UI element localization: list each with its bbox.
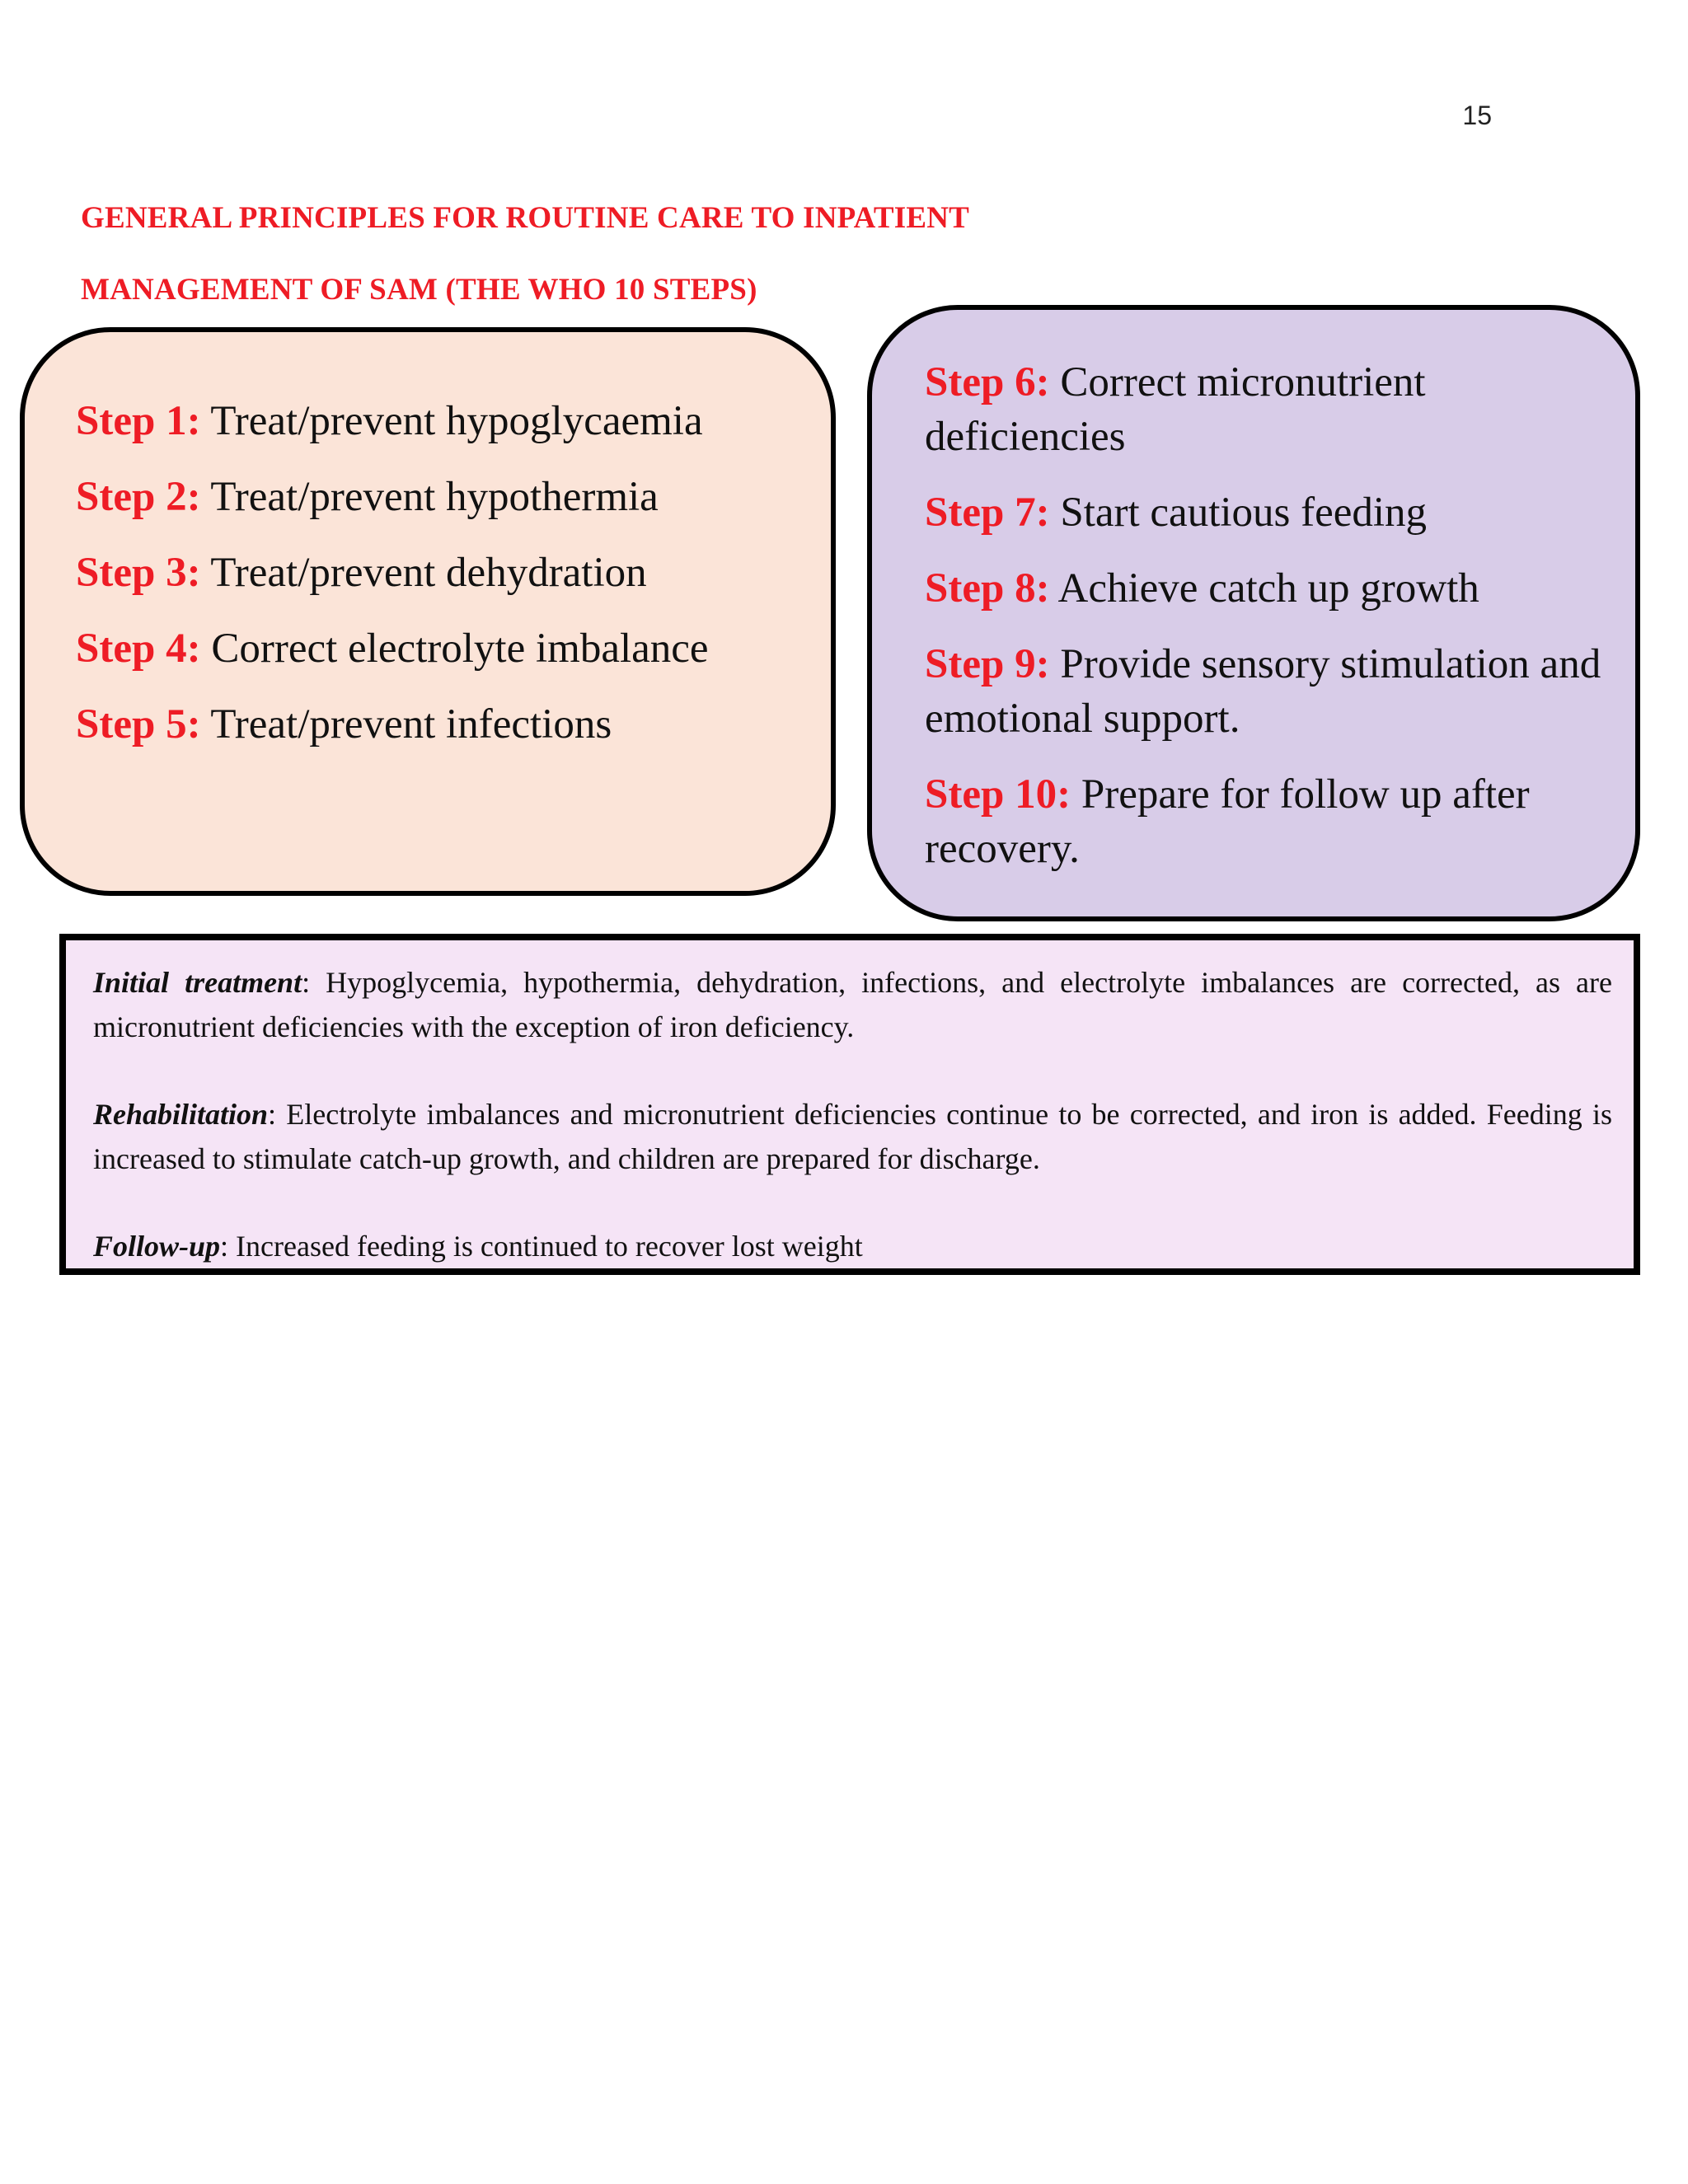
step-4 — [76, 621, 798, 676]
step-3 — [76, 546, 798, 600]
step-1 — [76, 394, 798, 448]
step-9 — [925, 637, 1611, 746]
note-term: Rehabilitation — [93, 1098, 269, 1131]
step-label: Step 5: — [76, 701, 201, 748]
note-rehabilitation — [93, 1092, 1612, 1181]
note-term: Follow-up — [93, 1230, 221, 1263]
step-text: Treat/prevent dehydration — [200, 550, 647, 596]
step-label: Step 6: — [925, 359, 1050, 405]
steps-6-10-box — [867, 305, 1640, 921]
section-heading-line-1: GENERAL PRINCIPLES FOR ROUTINE CARE TO INPATIENT — [81, 201, 969, 235]
step-8 — [925, 561, 1611, 616]
step-text: Correct electrolyte imbalance — [200, 626, 709, 672]
treatment-phases-box — [59, 934, 1640, 1275]
step-text: Achieve catch up growth — [1049, 565, 1479, 612]
step-text: Start cautious feeding — [1049, 490, 1428, 536]
note-initial-treatment — [93, 960, 1612, 1049]
step-label: Step 7: — [925, 490, 1050, 536]
steps-1-5-box — [20, 327, 836, 896]
note-follow-up — [93, 1224, 1612, 1268]
step-7 — [925, 485, 1611, 540]
step-text: Provide sensory stimulation and emotional support. — [925, 641, 1601, 742]
step-10 — [925, 767, 1611, 876]
note-text: : Hypoglycemia, hypothermia, dehydration, infections, and electrolyte imbalances are corrected, as are micronutrient deficiencies with the exception of iron deficiency. — [93, 966, 1612, 1043]
step-label: Step 1: — [76, 398, 201, 444]
step-label: Step 9: — [925, 641, 1050, 687]
step-6 — [925, 355, 1611, 464]
note-term: Initial treatment — [93, 966, 302, 999]
step-label: Step 4: — [76, 626, 201, 672]
step-label: Step 3: — [76, 550, 201, 596]
section-heading-line-2: MANAGEMENT OF SAM (THE WHO 10 STEPS) — [81, 273, 757, 307]
note-text: : Increased feeding is continued to recover lost weight — [220, 1230, 863, 1263]
step-text: Treat/prevent infections — [200, 701, 612, 748]
step-text: Prepare for follow up after recovery. — [925, 771, 1530, 872]
page-number: 15 — [1462, 101, 1492, 130]
step-label: Step 2: — [76, 474, 201, 520]
step-text: Treat/prevent hypoglycaemia — [200, 398, 703, 444]
step-5 — [76, 697, 798, 752]
step-text: Correct micronutrient deficiencies — [925, 359, 1426, 460]
step-2 — [76, 470, 798, 524]
step-label: Step 8: — [925, 565, 1050, 612]
step-text: Treat/prevent hypothermia — [200, 474, 659, 520]
step-label: Step 10: — [925, 771, 1071, 818]
note-text: : Electrolyte imbalances and micronutrient deficiencies continue to be corrected, and iron is added. Feeding is increased to stimulate catch-up growth, and children are prepared for discharge. — [93, 1098, 1612, 1175]
